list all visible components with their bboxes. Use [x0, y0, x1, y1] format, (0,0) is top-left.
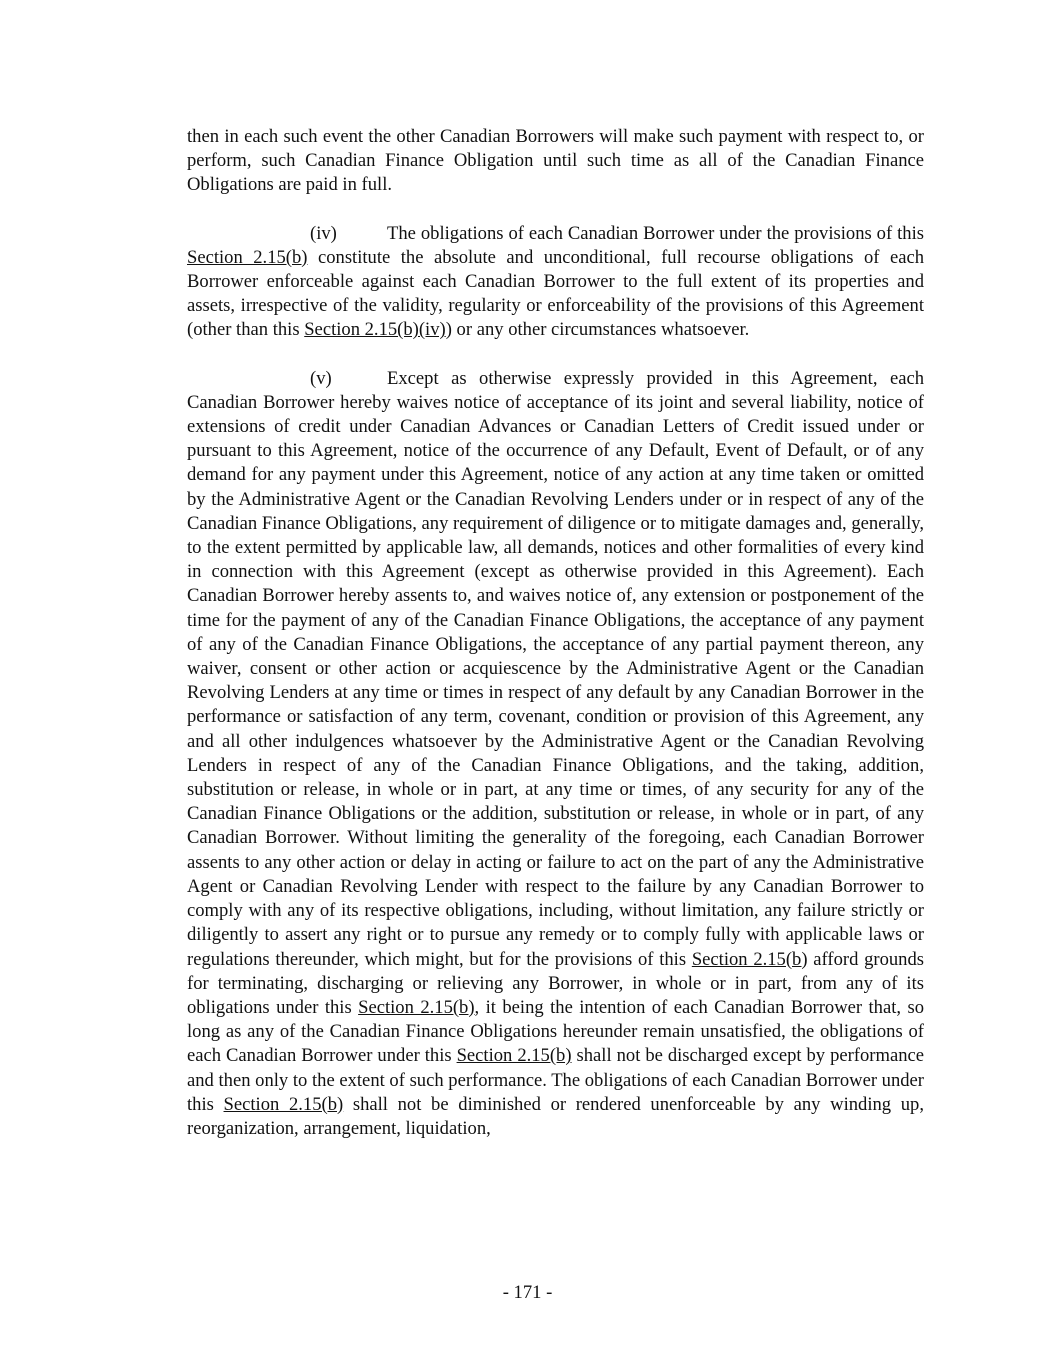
paragraph-text: shall not be discharged except by performance and then only to the extent of such performance. The obligations of each Canadian Borrower under this	[187, 1045, 925, 1115]
paragraph-text: constitute the absolute and unconditional, full recourse obligations of each Borrower enforceable against each Canadian Borrower to the full extent of its properties and assets, irrespective of the validity, regularity or enforceability of the provisions of this Agreement (other than this	[187, 246, 924, 341]
document-body	[187, 125, 924, 1141]
section-reference: Section 2.15(b)	[223, 1093, 344, 1115]
section-reference: Section 2.15(b)(iv)	[304, 319, 446, 341]
clause-number: (v)	[310, 367, 332, 389]
paragraph-text: afford grounds for terminating, discharging or relieving any Borrower, in whole or in part, from any of its obligations under this	[187, 948, 925, 1018]
paragraph-continuation	[187, 125, 924, 198]
paragraph-text: , it being the intention of each Canadian Borrower that, so long as any of the Canadian Finance Obligations hereunder remain unsatisfied, the obligations of each Canadian Borrower under this	[187, 996, 924, 1067]
paragraph-text: ) or any other circumstances whatsoever.	[445, 319, 750, 341]
paragraph-text: The obligations of each Canadian Borrower under the provisions of this	[387, 222, 924, 244]
paragraph-text: Except as otherwise expressly provided in this Agreement, each Canadian Borrower hereby waives notice of acceptance of its joint and several liability, notice of extensions of credit under Canadian Advances or Canadian Letters of Credit issued under or pursuant to this Agreement, notice of the occurrence of any Default, Event of Default, or of any demand for any payment under this Agreement, notice of any action at any time taken or omitted by the Administrative Agent or the Canadian Revolving Lenders under or in respect of any of the Canadian Finance Obligations, any requirement of diligence or to mitigate damages and, generally, to the extent permitted by applicable law, all demands, notices and other formalities of every kind in connection with this Agreement (except as otherwise provided in this Agreement). Each Canadian Borrower hereby assents to, and waives notice of, any extension or postponement of the time for the payment of any of the Canadian Finance Obligations, the acceptance of any payment of any of the Canadian Finance Obligations, the acceptance of any partial payment thereon, any waiver, consent or other action or acquiescence by the Administrative Agent or the Canadian Revolving Lenders at any time or times in respect of any default by any Canadian Borrower in the performance or satisfaction of any term, covenant, condition or provision of this Agreement, any and all other indulgences whatsoever by the Administrative Agent or the Canadian Revolving Lenders in respect of any of the Canadian Finance Obligations, and the taking, addition, substitution or release, in whole or in part, at any time or times, of any security for any of the Canadian Finance Obligations or the addition, substitution or release, in whole or in part, of any Canadian Borrower. Without limiting the generality of the foregoing, each Canadian Borrower assents to any other action or delay in acting or failure to act on the part of any the Administrative Agent or Canadian Revolving Lender with respect to the failure by any Canadian Borrower to comply with any of its respective obligations, including, without limitation, any failure strictly or diligently to assert any right or to pursue any remedy or to comply fully with applicable laws or regulations thereunder, which might, but for the provisions of this	[187, 367, 924, 970]
paragraph-text: shall not be diminished or rendered unenforceable by any winding up, reorganization, arrangement, liquidation,	[187, 1093, 924, 1139]
clause-number: (iv)	[310, 222, 337, 244]
section-reference: Section 2.15(b)	[358, 996, 475, 1018]
section-reference: Section 2.15(b)	[187, 246, 308, 268]
paragraph-iv	[187, 222, 924, 343]
paragraph-v	[187, 367, 924, 1142]
paragraph-text: then in each such event the other Canadian Borrowers will make such payment with respect to, or perform, such Canadian Finance Obligation until such time as all of the Canadian Finance Obligations are paid in full.	[187, 126, 924, 196]
section-reference: Section 2.15(b)	[456, 1045, 572, 1067]
page-number: - 171 -	[502, 1282, 553, 1303]
section-reference: Section 2.15(b)	[691, 948, 808, 970]
